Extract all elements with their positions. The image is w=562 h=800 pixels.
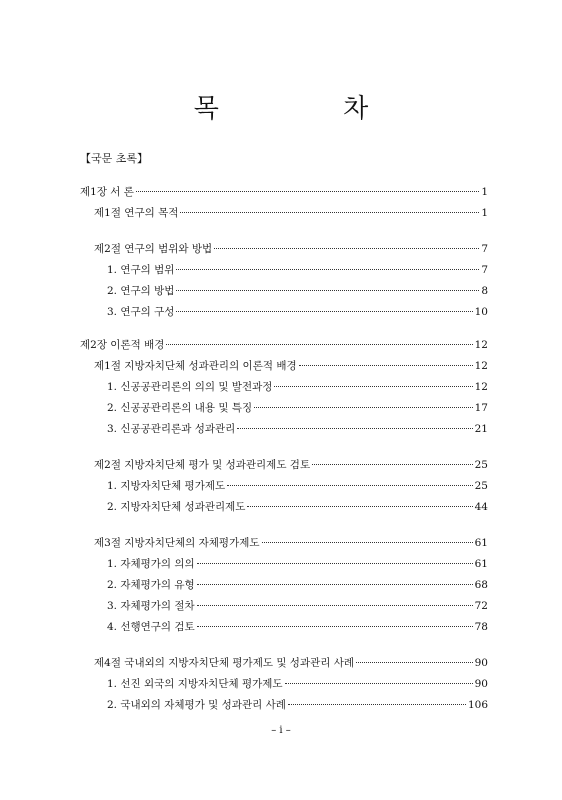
toc-label: 2. 국내외의 자체평가 및 성과관리 사례 [107, 699, 286, 711]
toc-item[interactable] [107, 620, 488, 634]
toc-page-number: 106 [467, 699, 488, 711]
toc-item[interactable] [107, 284, 488, 298]
toc-page-number: 78 [474, 621, 488, 633]
toc-chapter-2[interactable] [80, 338, 488, 352]
toc-label: 2. 지방자치단체 성과관리제도 [107, 501, 246, 513]
dot-leader [285, 683, 473, 684]
dot-leader [274, 386, 472, 387]
dot-leader [176, 311, 472, 312]
toc-label: 3. 연구의 구성 [107, 306, 175, 318]
toc-label: 제1절 연구의 목적 [94, 207, 179, 219]
toc-label: 1. 선진 외국의 지방자치단체 평가제도 [107, 678, 283, 690]
toc-page-number: 90 [474, 657, 488, 669]
toc-page-number: 12 [474, 339, 488, 351]
dot-leader [299, 365, 473, 366]
toc-label: 2. 자체평가의 유형 [107, 579, 195, 591]
dot-leader [237, 428, 472, 429]
dot-leader [214, 248, 479, 249]
toc-item[interactable] [107, 479, 488, 493]
dot-leader [197, 563, 473, 564]
dot-leader [197, 626, 473, 627]
toc-item[interactable] [107, 263, 488, 277]
toc-item[interactable] [107, 422, 488, 436]
toc-page-number: 7 [481, 264, 488, 276]
toc-label: 3. 자체평가의 절차 [107, 600, 195, 612]
toc-label: 4. 선행연구의 검토 [107, 621, 195, 633]
toc-label: 제2절 연구의 범위와 방법 [94, 243, 213, 255]
toc-page-number: 44 [474, 501, 488, 513]
toc-section-1-2[interactable] [94, 242, 488, 256]
toc-page-number: 61 [474, 537, 488, 549]
toc-item[interactable] [107, 599, 488, 613]
toc-label: 1. 연구의 범위 [107, 264, 175, 276]
dot-leader [136, 191, 479, 192]
toc-page-number: 7 [481, 243, 488, 255]
toc-item[interactable] [107, 380, 488, 394]
toc-page-number: 25 [474, 459, 488, 471]
toc-label: 제3절 지방자치단체의 자체평가제도 [94, 537, 260, 549]
dot-leader [180, 212, 479, 213]
toc-page-number: 1 [481, 207, 488, 219]
dot-leader [197, 605, 473, 606]
dot-leader [166, 344, 472, 345]
toc-section-2-1[interactable] [94, 359, 488, 373]
toc-item[interactable] [107, 305, 488, 319]
toc-label: 제1절 지방자치단체 성과관리의 이론적 배경 [94, 360, 297, 372]
toc-item[interactable] [107, 557, 488, 571]
toc-page-number: 90 [474, 678, 488, 690]
toc-label: 1. 자체평가의 의의 [107, 558, 195, 570]
toc-page-number: 25 [474, 480, 488, 492]
toc-page-number: 72 [474, 600, 488, 612]
toc-label: 3. 신공공관리론과 성과관리 [107, 423, 236, 435]
toc-item[interactable] [107, 500, 488, 514]
toc-item[interactable] [107, 698, 488, 712]
abstract-label: 【국문 초록】 [80, 152, 149, 165]
toc-section-1-1[interactable] [94, 206, 488, 220]
toc-page-number: 8 [481, 285, 488, 297]
toc-page-number: 61 [474, 558, 488, 570]
toc-section-2-4[interactable] [94, 656, 488, 670]
dot-leader [312, 464, 473, 465]
toc-label: 제2절 지방자치단체 평가 및 성과관리제도 검토 [94, 459, 311, 471]
toc-chapter-1[interactable] [80, 185, 488, 199]
page-title: 목 차 [193, 94, 427, 124]
toc-page-number: 10 [474, 306, 488, 318]
toc-section-2-3[interactable] [94, 536, 488, 550]
dot-leader [254, 407, 473, 408]
toc-page-number: 68 [474, 579, 488, 591]
toc-page-number: 12 [474, 360, 488, 372]
toc-label: 제2장 이론적 배경 [80, 339, 165, 351]
toc-page-number: 21 [474, 423, 488, 435]
dot-leader [288, 704, 466, 705]
toc-item[interactable] [107, 578, 488, 592]
toc-item[interactable] [107, 401, 488, 415]
toc-label: 1. 지방자치단체 평가제도 [107, 480, 226, 492]
toc-item[interactable] [107, 677, 488, 691]
toc-page-number: 1 [481, 186, 488, 198]
toc-label: 1. 신공공관리론의 의의 및 발전과정 [107, 381, 273, 393]
toc-label: 제1장 서 론 [80, 186, 134, 198]
dot-leader [262, 542, 473, 543]
toc-page-number: 17 [474, 402, 488, 414]
toc-page-number: 12 [474, 381, 488, 393]
dot-leader [176, 269, 479, 270]
dot-leader [176, 290, 479, 291]
dot-leader [356, 662, 473, 663]
dot-leader [247, 506, 472, 507]
dot-leader [227, 485, 473, 486]
toc-label: 2. 연구의 방법 [107, 285, 175, 297]
page-number-footer: – i – [271, 725, 291, 736]
toc-label: 2. 신공공관리론의 내용 및 특징 [107, 402, 253, 414]
toc-label: 제4절 국내외의 지방자치단체 평가제도 및 성과관리 사례 [94, 657, 354, 669]
dot-leader [197, 584, 473, 585]
toc-section-2-2[interactable] [94, 458, 488, 472]
